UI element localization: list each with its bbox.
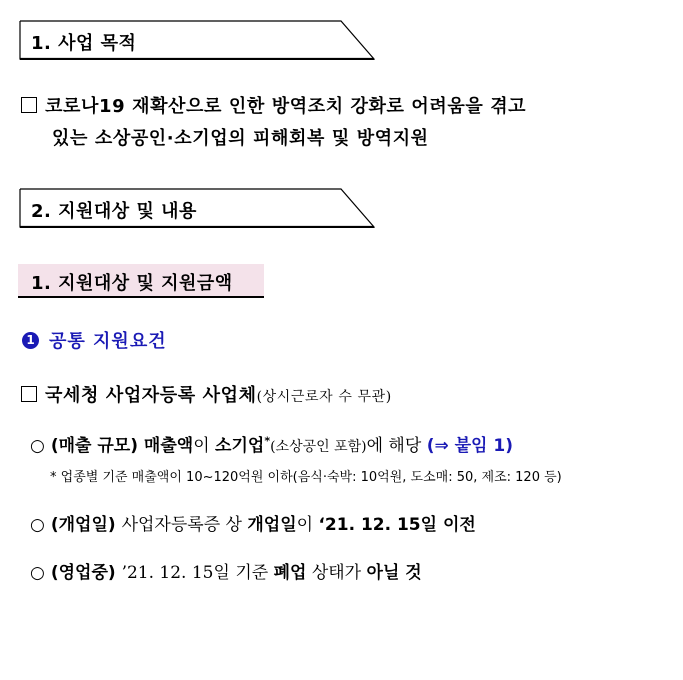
section-1-title: 1. 사업 목적 [31, 33, 137, 54]
requirement-open-date [30, 510, 476, 535]
section-1-heading [19, 20, 375, 60]
common-requirements-heading [22, 327, 167, 353]
item-text: 이 [296, 515, 319, 535]
item-text: 개업일 [247, 515, 297, 535]
checkbox-square-icon [21, 386, 37, 402]
item-label: (개업일) [50, 515, 116, 535]
target-note: (상시근로자 수 무관) [256, 389, 392, 405]
item-text: 매출액 [143, 436, 194, 456]
item-text: ‘21. 12. 15일 이전 [318, 515, 476, 535]
item-text: 소기업 [215, 436, 265, 456]
requirements-title: 공통 지원요건 [49, 331, 167, 352]
hollow-circle-icon: ○ [30, 515, 45, 535]
section-2-heading [19, 188, 375, 228]
attachment-1-link[interactable]: (⇒ 붙임 1) [426, 436, 513, 456]
target-label: 국세청 사업자등록 사업체 [45, 385, 257, 406]
item-text: 아닐 것 [366, 563, 422, 583]
item-label: (매출 규모) [50, 436, 138, 456]
item-text: ’21. 12. 15일 기준 [121, 563, 274, 583]
hollow-circle-icon: ○ [30, 563, 45, 583]
target-line [21, 381, 392, 407]
purpose-line-1 [21, 92, 526, 118]
purpose-text-2: 있는 소상공인·소기업의 피해회복 및 방역지원 [52, 128, 429, 149]
hollow-circle-icon: ○ [30, 436, 45, 456]
checkbox-square-icon [21, 97, 37, 113]
footnote: * 업종별 기준 매출액이 10~120억원 이하(음식·숙박: 10억원, 도소매: 50, 제조: 120 등) [50, 470, 562, 485]
item-text: 폐업 [273, 563, 307, 583]
requirement-sales [30, 431, 513, 456]
subsection-heading: 1. 지원대상 및 지원금액 [18, 264, 264, 298]
section-2-title: 2. 지원대상 및 내용 [31, 201, 197, 222]
item-text: 에 해당 [366, 436, 427, 456]
item-text: (소상공인 포함) [270, 439, 367, 455]
item-text: 사업자등록증 상 [121, 515, 248, 535]
purpose-text-1: 코로나19 재확산으로 인한 방역조치 강화로 어려움을 겪고 [45, 96, 527, 117]
purpose-line-2 [52, 124, 429, 150]
requirement-operating [30, 558, 422, 583]
item-text: 상태가 [306, 563, 367, 583]
item-label: (영업중) [50, 563, 116, 583]
number-circle-icon: 1 [22, 332, 39, 349]
footnote-marker: * [264, 434, 271, 448]
item-text: 이 [193, 436, 216, 456]
